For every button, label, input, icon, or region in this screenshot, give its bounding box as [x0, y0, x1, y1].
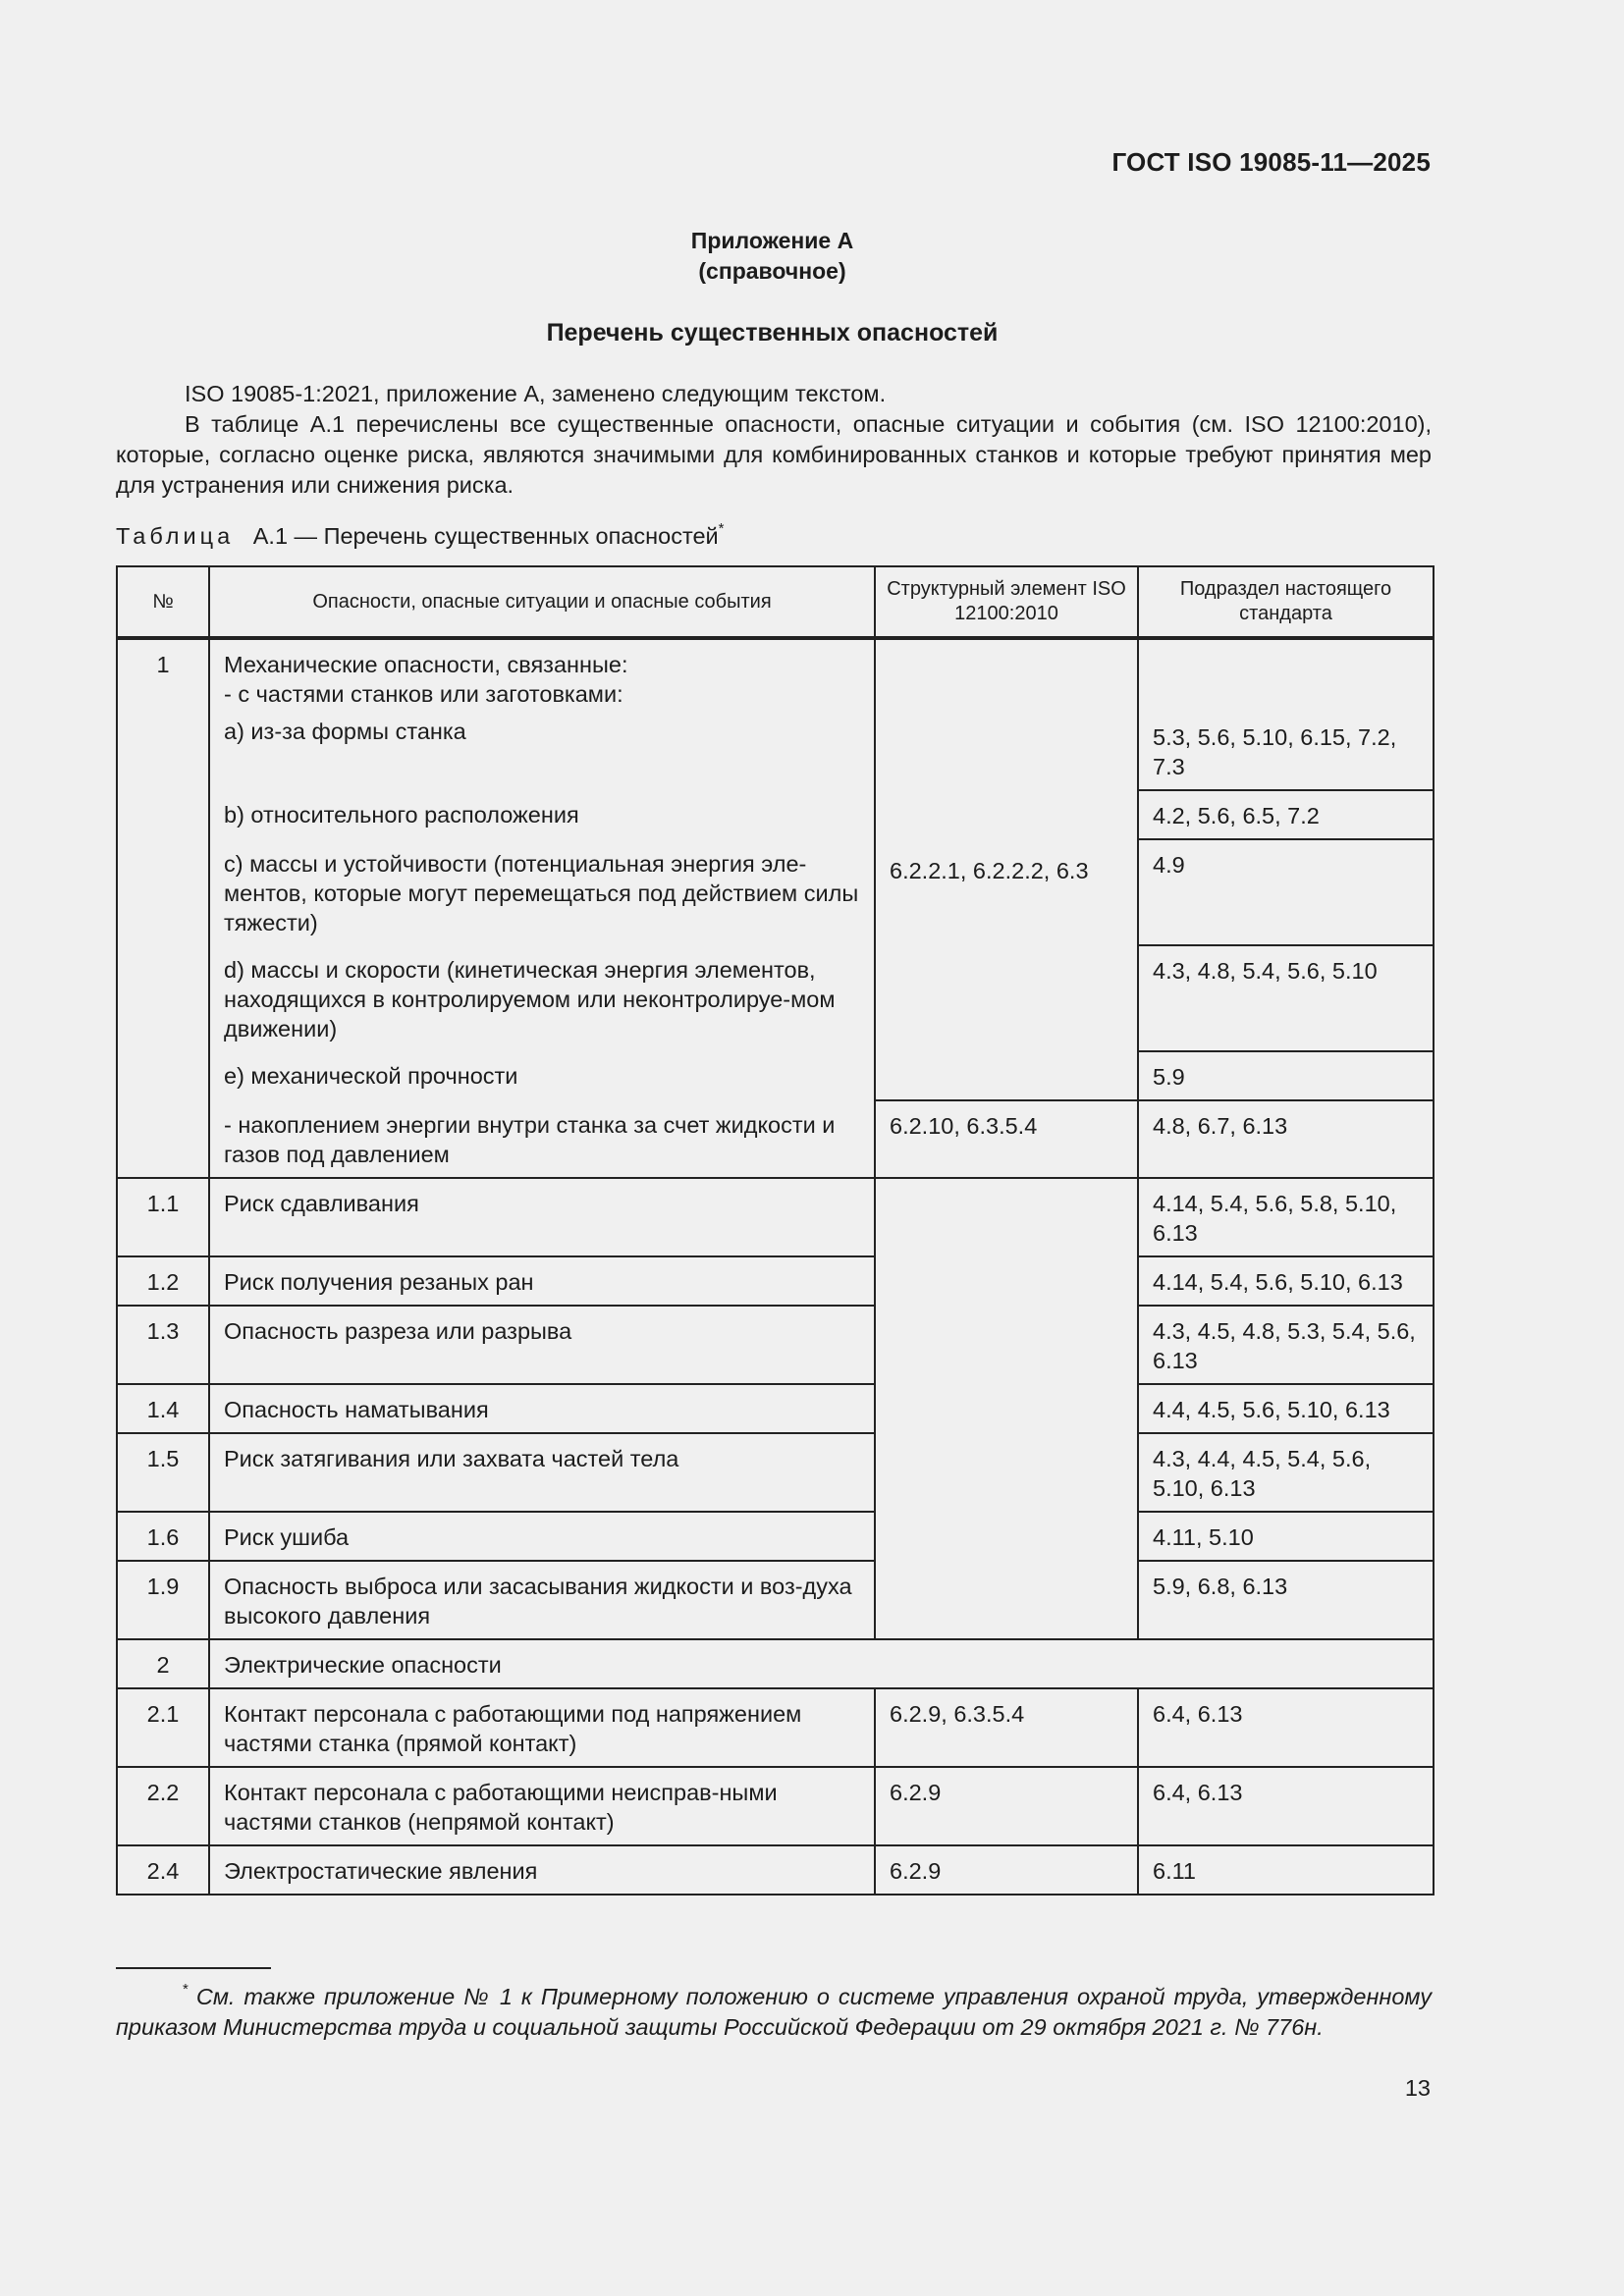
row-iso-element: 6.2.2.1, 6.2.2.2, 6.3	[875, 638, 1138, 1100]
table-row	[117, 945, 1434, 1051]
row-num: 1.6	[117, 1512, 209, 1561]
intro-paragraph-1: ISO 19085-1:2021, приложение А, заменено следующим текстом.	[185, 381, 887, 406]
row-section: 4.14, 5.4, 5.6, 5.8, 5.10, 6.13	[1138, 1178, 1434, 1256]
row-num: 1.4	[117, 1384, 209, 1433]
header-standard-section: Подраздел настоящего стандарта	[1138, 566, 1434, 638]
table-row	[117, 1256, 1434, 1306]
row-num: 2	[117, 1639, 209, 1688]
intro-paragraph-2: В таблице А.1 перечислены все существенные опасности, опасные ситуации и события (см. ISO 12100:2010), которые, согласно оценке риска, являются значимыми для комбинированных станков и которые требуют принятия мер для устранения или снижения риска.	[116, 411, 1432, 498]
table-row	[117, 717, 1434, 790]
footnote-mark: *	[183, 1981, 189, 1998]
table-row	[117, 790, 1434, 839]
table-row	[117, 1433, 1434, 1512]
document-code: ГОСТ ISO 19085-11—2025	[1111, 147, 1431, 177]
row-num: 2.4	[117, 1845, 209, 1895]
table-row	[117, 638, 1434, 717]
table-caption	[116, 520, 724, 550]
header-hazards: Опасности, опасные ситуации и опасные события	[209, 566, 875, 638]
table-row	[117, 1384, 1434, 1433]
row-hazard: Опасность разреза или разрыва	[209, 1306, 875, 1384]
row-num: 1	[117, 638, 209, 717]
row-num: 2.1	[117, 1688, 209, 1767]
row-hazard: d) массы и скорости (кинетическая энергия элементов, находящихся в контролируемом или неконтролируе-мом движении)	[209, 945, 875, 1051]
row-num: 1.3	[117, 1306, 209, 1384]
row-section: 5.9, 6.8, 6.13	[1138, 1561, 1434, 1639]
row-hazard: Электростатические явления	[209, 1845, 875, 1895]
row-hazard: Контакт персонала с работающими неисправ-ными частями станков (непрямой контакт)	[209, 1767, 875, 1845]
row-iso-element: 6.2.10, 6.3.5.4	[875, 1100, 1138, 1178]
table-caption-text: А.1 — Перечень существенных опасностей	[252, 523, 719, 549]
row-iso-element-empty	[875, 1178, 1138, 1639]
row-section: 4.2, 5.6, 6.5, 7.2	[1138, 790, 1434, 839]
row-hazard: Опасность выброса или засасывания жидкости и воз-духа высокого давления	[209, 1561, 875, 1639]
row-iso-element: 6.2.9	[875, 1767, 1138, 1845]
table-row	[117, 1561, 1434, 1639]
table-caption-prefix: Таблица	[116, 523, 235, 549]
row-section: 4.3, 4.5, 4.8, 5.3, 5.4, 5.6, 6.13	[1138, 1306, 1434, 1384]
row-hazard: Опасность наматывания	[209, 1384, 875, 1433]
table-row	[117, 1051, 1434, 1100]
row-iso-element: 6.2.9, 6.3.5.4	[875, 1688, 1138, 1767]
footnote-divider	[116, 1967, 271, 1969]
table-row	[117, 1306, 1434, 1384]
table-row	[117, 1100, 1434, 1178]
row-section: 4.3, 4.8, 5.4, 5.6, 5.10	[1138, 945, 1434, 1051]
hazards-table	[116, 565, 1435, 1896]
row-hazard: Риск сдавливания	[209, 1178, 875, 1256]
row-section: 4.9	[1138, 839, 1434, 945]
appendix-title	[0, 226, 1544, 287]
row-hazard: b) относительного расположения	[209, 790, 875, 839]
row-num: 1.1	[117, 1178, 209, 1256]
row-hazard: Контакт персонала с работающими под напряжением частями станка (прямой контакт)	[209, 1688, 875, 1767]
row-section: 4.8, 6.7, 6.13	[1138, 1100, 1434, 1178]
row-num: 1.9	[117, 1561, 209, 1639]
appendix-type: (справочное)	[698, 258, 846, 284]
row-hazard: Механические опасности, связанные: - с частями станков или заготовками:	[209, 638, 875, 717]
row-hazard: е) механической прочности	[209, 1051, 875, 1100]
table-row	[117, 839, 1434, 945]
table-row	[117, 1688, 1434, 1767]
table-header-row	[117, 566, 1434, 638]
row-section: 5.9	[1138, 1051, 1434, 1100]
table-row	[117, 1639, 1434, 1688]
row-section: 4.4, 4.5, 5.6, 5.10, 6.13	[1138, 1384, 1434, 1433]
row-section: 5.3, 5.6, 5.10, 6.15, 7.2, 7.3	[1138, 717, 1434, 790]
row-num: 1.2	[117, 1256, 209, 1306]
row-hazard: Риск получения резаных ран	[209, 1256, 875, 1306]
footnote-reference: *	[718, 520, 725, 537]
row-hazard: Риск затягивания или захвата частей тела	[209, 1433, 875, 1512]
header-num: №	[117, 566, 209, 638]
row-hazard: а) из-за формы станка	[209, 717, 875, 790]
row-section: 6.4, 6.13	[1138, 1688, 1434, 1767]
table-row	[117, 1178, 1434, 1256]
table-row	[117, 1845, 1434, 1895]
row-hazard: Риск ушиба	[209, 1512, 875, 1561]
section-title: Перечень существенных опасностей	[546, 319, 999, 347]
row-section: 6.11	[1138, 1845, 1434, 1895]
row-section: 4.14, 5.4, 5.6, 5.10, 6.13	[1138, 1256, 1434, 1306]
row-hazard: с) массы и устойчивости (потенциальная энергия эле-ментов, которые могут перемещаться под действием силы тяжести)	[209, 839, 875, 945]
row-section: 4.11, 5.10	[1138, 1512, 1434, 1561]
row-hazard-group: Электрические опасности	[209, 1639, 1434, 1688]
footnote	[116, 1974, 1432, 2043]
footnote-text: См. также приложение № 1 к Примерному положению о системе управления охраной труда, утвержденному приказом Министерства труда и социальной защиты Российской Федерации от 29 октября 2021 г. № 776н.	[116, 1984, 1432, 2040]
page-number: 13	[1404, 2075, 1431, 2101]
table-row	[117, 1767, 1434, 1845]
row-section	[1138, 638, 1434, 717]
row-num: 2.2	[117, 1767, 209, 1845]
intro-text	[116, 379, 1432, 501]
row-hazard: - накоплением энергии внутри станка за счет жидкости и газов под давлением	[209, 1100, 875, 1178]
row-num: 1.5	[117, 1433, 209, 1512]
row-section: 6.4, 6.13	[1138, 1767, 1434, 1845]
table-row	[117, 1512, 1434, 1561]
row-iso-element: 6.2.9	[875, 1845, 1138, 1895]
appendix-label: Приложение А	[690, 228, 854, 253]
header-iso-element: Структурный элемент ISO 12100:2010	[875, 566, 1138, 638]
row-section: 4.3, 4.4, 4.5, 5.4, 5.6, 5.10, 6.13	[1138, 1433, 1434, 1512]
